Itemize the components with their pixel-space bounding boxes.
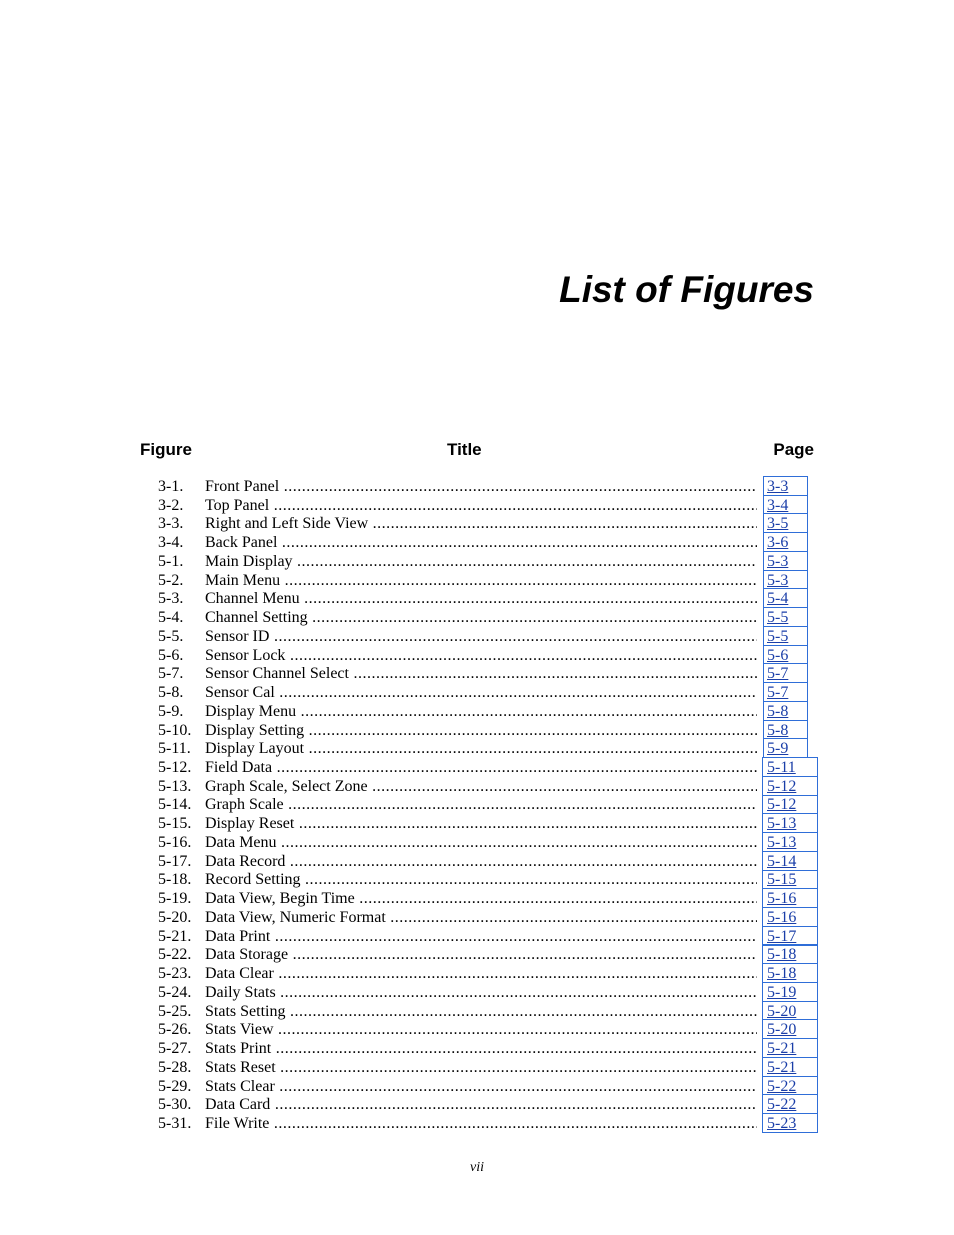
title-column-header: Title (447, 440, 482, 459)
figure-number: 5-7. (158, 665, 184, 683)
figure-page-link[interactable]: 5-22 (767, 1077, 797, 1095)
figure-page-link[interactable]: 5-22 (767, 1096, 797, 1114)
figure-page-link[interactable]: 5-3 (767, 552, 789, 570)
figure-page-link[interactable]: 3-6 (767, 534, 789, 552)
figure-number: 5-3. (158, 590, 184, 608)
figure-entry (0, 1078, 954, 1097)
figure-page-link[interactable]: 5-21 (767, 1058, 797, 1076)
figure-number: 5-21. (158, 927, 192, 945)
page-title: List of Figures (559, 269, 814, 310)
figure-number: 5-5. (158, 627, 184, 645)
figure-number: 5-28. (158, 1058, 192, 1076)
figure-page-link[interactable]: 5-15 (767, 871, 797, 889)
figure-number: 3-2. (158, 496, 184, 514)
figure-entry (0, 497, 954, 516)
figure-number: 3-1. (158, 478, 184, 495)
figure-number: 5-27. (158, 1040, 192, 1058)
figure-page-link[interactable]: 5-19 (767, 983, 797, 1001)
figure-title: Display Layout ..... (205, 740, 757, 759)
figure-title: Main Menu ..... (205, 572, 757, 591)
figure-entry (0, 1115, 954, 1134)
figure-column-header: Figure (140, 440, 192, 459)
figure-page-link[interactable]: 5-18 (767, 946, 797, 964)
figure-page-link[interactable]: 3-5 (767, 515, 789, 533)
figure-number: 5-19. (158, 890, 192, 908)
figure-entry (0, 759, 954, 778)
figure-title: Data Clear ..... (205, 965, 757, 984)
figure-number: 5-13. (158, 777, 192, 795)
figure-page-link[interactable]: 5-13 (767, 815, 797, 833)
figure-page-link[interactable]: 5-23 (767, 1114, 797, 1132)
figure-title: Stats Reset ..... (205, 1059, 757, 1078)
figure-entry (0, 1040, 954, 1059)
figure-entry (0, 778, 954, 797)
figure-entry (0, 553, 954, 572)
figure-page-link[interactable]: 5-12 (767, 777, 797, 795)
figure-title: Display Menu ..... (205, 703, 757, 722)
figure-entry (0, 703, 954, 722)
figure-title: Right and Left Side View ..... (205, 515, 757, 534)
figure-page-link[interactable]: 5-5 (767, 609, 789, 627)
figure-number: 5-23. (158, 965, 192, 983)
figure-entry (0, 628, 954, 647)
figure-entry (0, 853, 954, 872)
figure-title: Back Panel ..... (205, 534, 757, 553)
figure-page-link[interactable]: 5-8 (767, 702, 789, 720)
figure-page-link[interactable]: 5-6 (767, 646, 789, 664)
figure-page-link[interactable]: 5-14 (767, 852, 797, 870)
figure-title: Front Panel ..... (205, 478, 757, 497)
figure-number: 5-12. (158, 759, 192, 777)
figure-title: Sensor Lock ..... (205, 647, 757, 666)
figure-number: 5-20. (158, 908, 192, 926)
figure-title: Stats Clear ..... (205, 1078, 757, 1097)
figure-title: Top Panel ..... (205, 497, 757, 516)
figure-number: 5-30. (158, 1096, 192, 1114)
figure-title: Data Print ..... (205, 928, 757, 947)
figure-number: 5-16. (158, 833, 192, 851)
figure-number: 5-14. (158, 796, 192, 814)
figure-number: 3-4. (158, 534, 184, 552)
figure-entry (0, 515, 954, 534)
figure-title: Sensor Channel Select ..... (205, 665, 757, 684)
figure-title: Daily Stats ..... (205, 984, 757, 1003)
figure-title: Data Card ..... (205, 1096, 757, 1115)
figure-entry (0, 534, 954, 553)
figure-page-link[interactable]: 3-4 (767, 496, 789, 514)
figure-page-link[interactable]: 5-13 (767, 833, 797, 851)
figure-entry (0, 665, 954, 684)
figure-title: Stats Print ..... (205, 1040, 757, 1059)
figure-entry (0, 984, 954, 1003)
figure-title: Graph Scale ..... (205, 796, 757, 815)
figure-page-link[interactable]: 5-5 (767, 627, 789, 645)
figure-entry (0, 834, 954, 853)
figure-page-link[interactable]: 5-8 (767, 721, 789, 739)
figure-number: 5-2. (158, 571, 184, 589)
figure-title: Stats Setting ..... (205, 1003, 757, 1022)
figure-number: 5-31. (158, 1114, 192, 1132)
figure-number: 5-1. (158, 552, 184, 570)
figure-number: 5-18. (158, 871, 192, 889)
figure-number: 5-17. (158, 852, 192, 870)
figure-page-link[interactable]: 5-11 (767, 759, 796, 777)
figure-title: Display Setting ..... (205, 722, 757, 741)
figure-title: Data Menu ..... (205, 834, 757, 853)
figure-page-link[interactable]: 5-16 (767, 890, 797, 908)
figure-number: 5-9. (158, 702, 184, 720)
figure-page-link[interactable]: 5-17 (767, 927, 797, 945)
figure-entry (0, 928, 954, 947)
figure-title: Field Data ..... (205, 759, 757, 778)
figure-title: Main Display ..... (205, 553, 757, 572)
figure-entry (0, 1021, 954, 1040)
figure-entry (0, 1096, 954, 1115)
figure-number: 5-29. (158, 1077, 192, 1095)
figure-number: 5-22. (158, 946, 192, 964)
figure-entry (0, 796, 954, 815)
figure-entry (0, 1003, 954, 1022)
figure-page-link[interactable]: 5-7 (767, 665, 789, 683)
figure-page-link[interactable]: 5-7 (767, 684, 789, 702)
figure-entry (0, 478, 954, 497)
figure-number: 5-25. (158, 1002, 192, 1020)
figure-title: Graph Scale, Select Zone ..... (205, 778, 757, 797)
figure-entry (0, 684, 954, 703)
figure-page-link[interactable]: 5-20 (767, 1021, 797, 1039)
figure-title: Data View, Begin Time ..... (205, 890, 757, 909)
figure-entry (0, 740, 954, 759)
figure-number: 3-3. (158, 515, 184, 533)
figure-page-link[interactable]: 5-4 (767, 590, 789, 608)
figure-entry (0, 965, 954, 984)
figure-page-link[interactable]: 5-9 (767, 740, 789, 758)
figure-entry (0, 590, 954, 609)
figure-list (0, 478, 954, 1134)
figure-title: Record Setting ..... (205, 871, 757, 890)
figure-number: 5-6. (158, 646, 184, 664)
figure-entry (0, 946, 954, 965)
figure-title: Data Record ..... (205, 853, 757, 872)
figure-page-link[interactable]: 5-16 (767, 908, 797, 926)
figure-entry (0, 572, 954, 591)
figure-page-link[interactable]: 5-21 (767, 1040, 797, 1058)
figure-title: Data Storage ..... (205, 946, 757, 965)
figure-number: 5-26. (158, 1021, 192, 1039)
figure-number: 5-4. (158, 609, 184, 627)
page-number: vii (470, 1160, 484, 1175)
figure-title: Sensor ID ..... (205, 628, 757, 647)
figure-title: Data View, Numeric Format ..... (205, 909, 757, 928)
figure-number: 5-15. (158, 815, 192, 833)
figure-title: Stats View ..... (205, 1021, 757, 1040)
figure-title: Channel Menu ..... (205, 590, 757, 609)
figure-number: 5-24. (158, 983, 192, 1001)
figure-entry (0, 871, 954, 890)
page-column-header: Page (773, 440, 814, 459)
figure-title: Display Reset ..... (205, 815, 757, 834)
figure-page-link[interactable]: 5-3 (767, 571, 789, 589)
figure-page-link[interactable]: 5-12 (767, 796, 797, 814)
figure-number: 5-10. (158, 721, 192, 739)
figure-title: Channel Setting ..... (205, 609, 757, 628)
figure-number: 5-11. (158, 740, 191, 758)
figure-entry (0, 1059, 954, 1078)
figure-page-link[interactable]: 5-20 (767, 1002, 797, 1020)
figure-page-link[interactable]: 5-18 (767, 965, 797, 983)
figure-title: File Write ..... (205, 1115, 757, 1134)
figure-entry (0, 722, 954, 741)
figure-entry (0, 909, 954, 928)
figure-entry (0, 647, 954, 666)
figure-entry (0, 609, 954, 628)
figure-page-link[interactable]: 3-3 (767, 478, 789, 495)
figure-number: 5-8. (158, 684, 184, 702)
figure-title: Sensor Cal ..... (205, 684, 757, 703)
figure-entry (0, 890, 954, 909)
figure-entry (0, 815, 954, 834)
